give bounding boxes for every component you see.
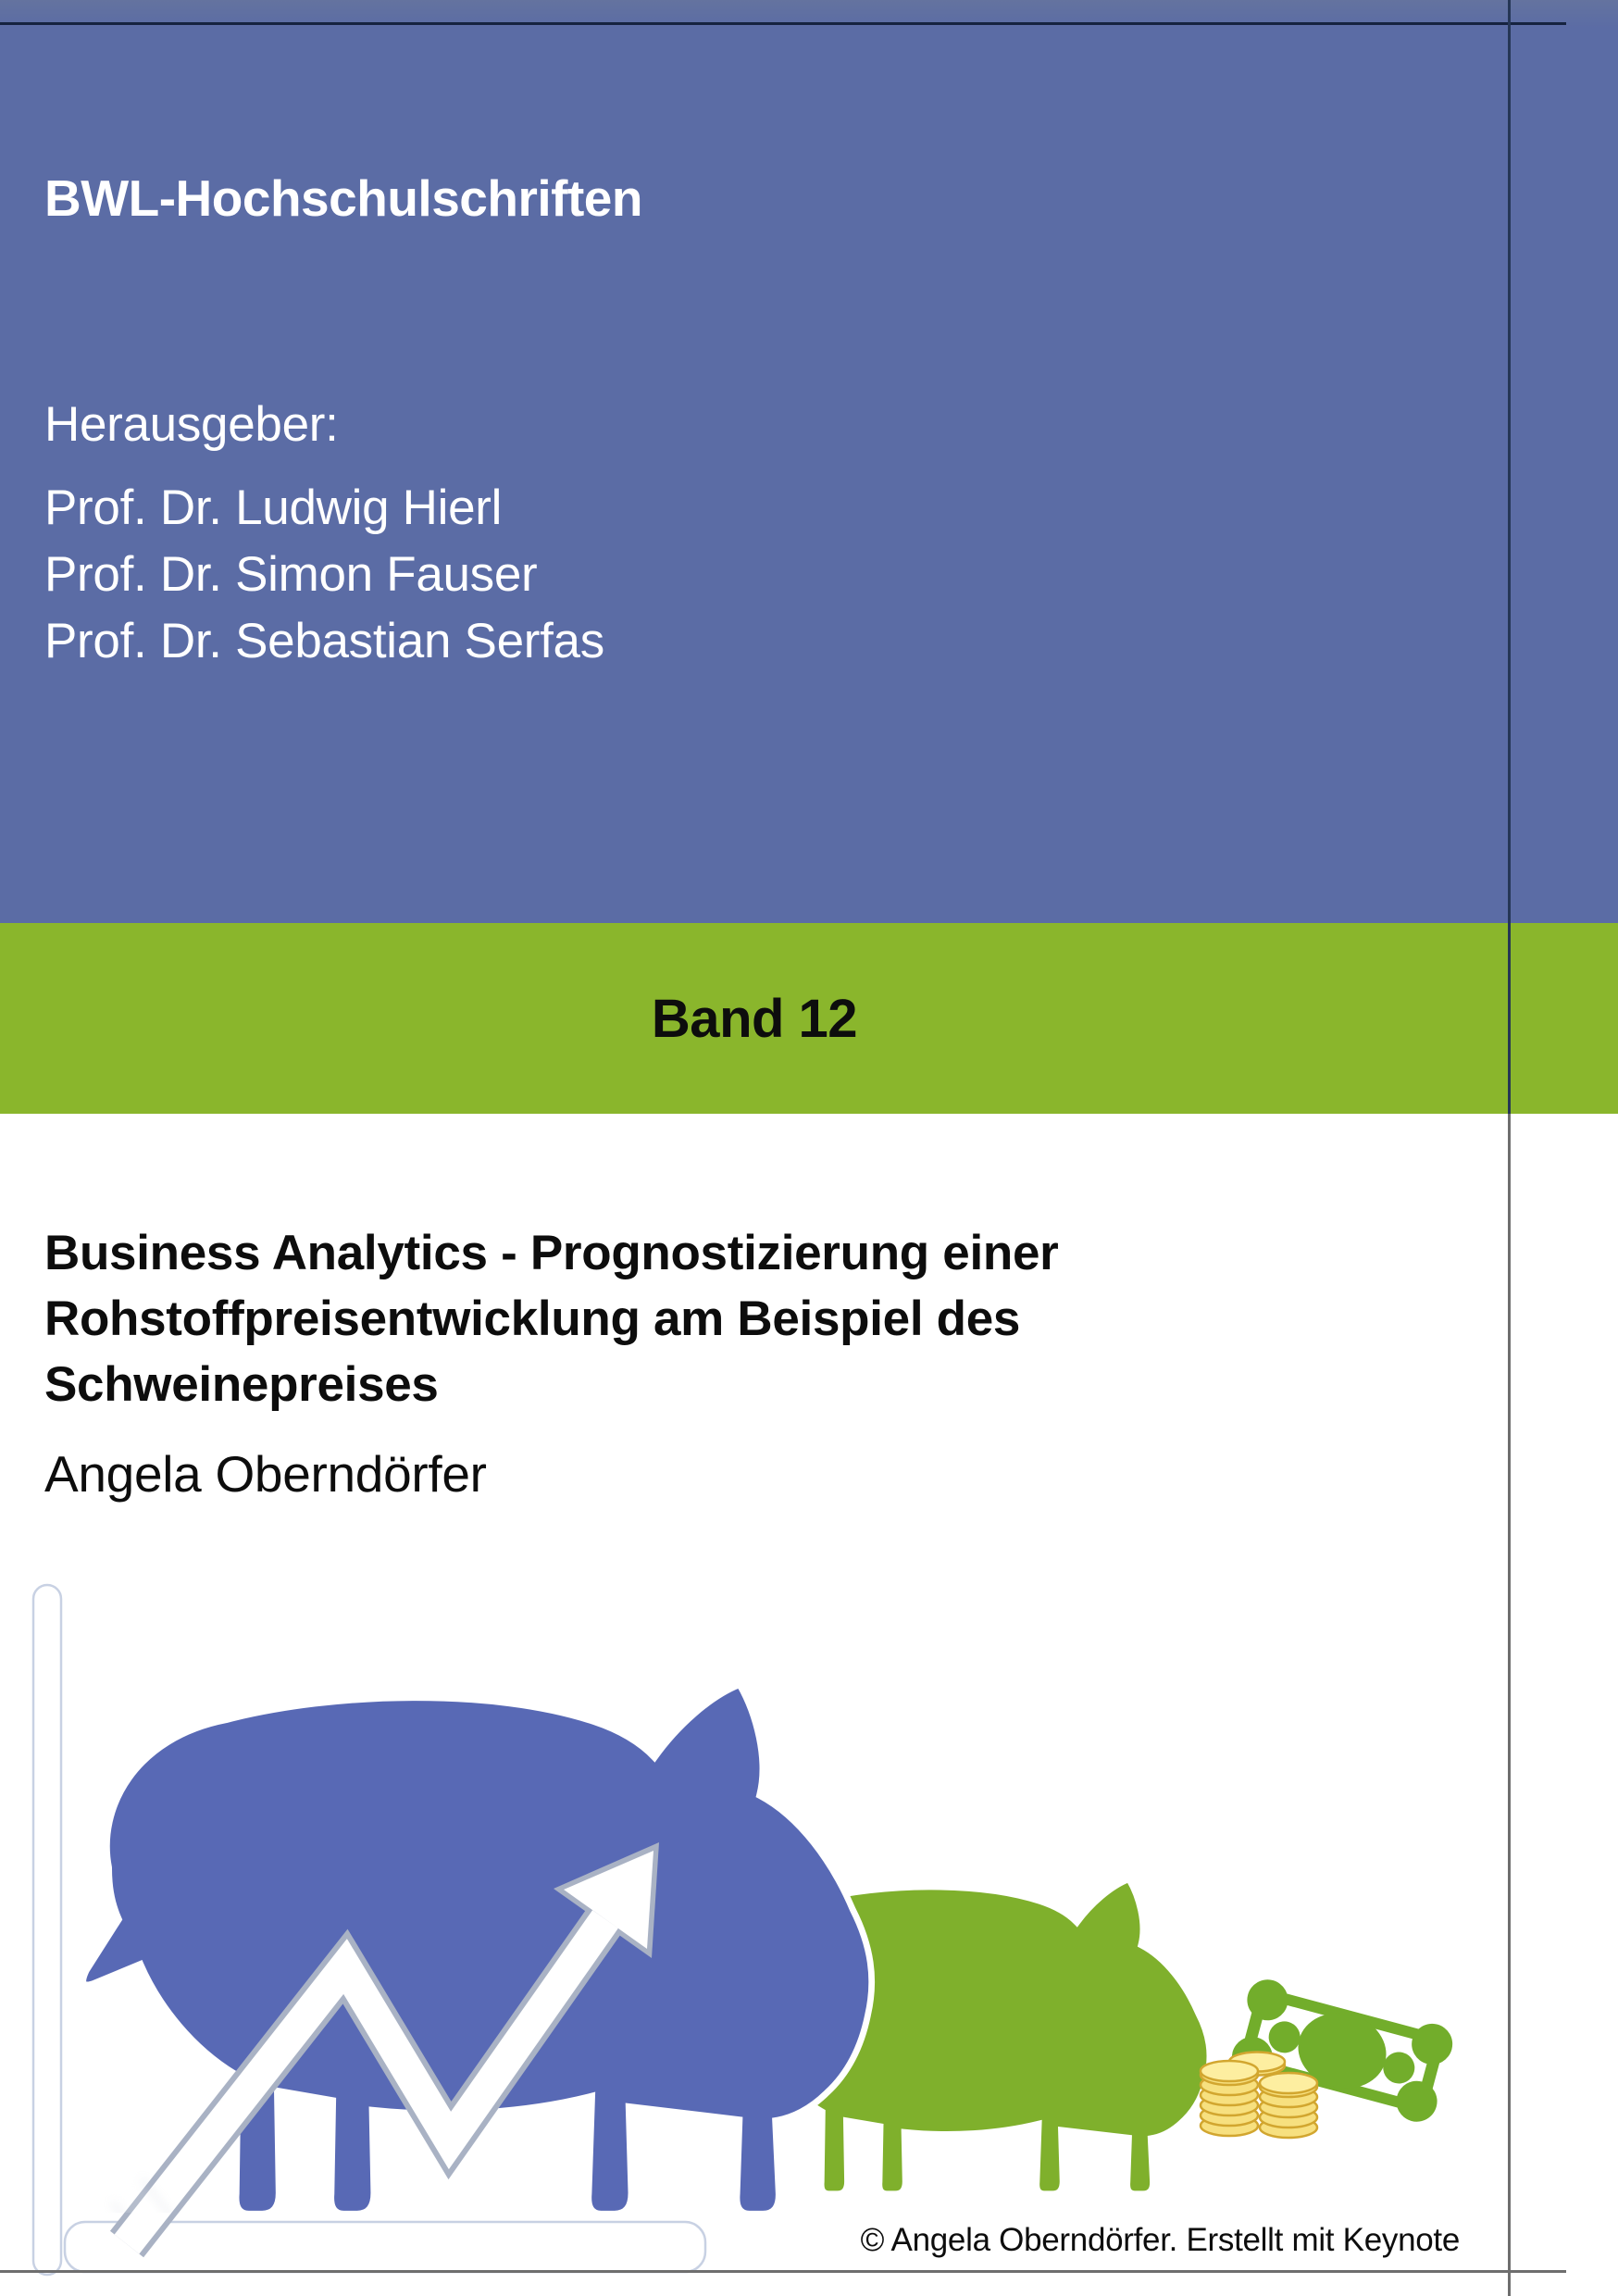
y-axis-bar — [33, 1585, 61, 2275]
editor-name: Prof. Dr. Simon Fauser — [44, 547, 538, 602]
trim-mark-right-upper — [1508, 0, 1511, 1114]
volume-label: Band 12 — [651, 988, 858, 1049]
trim-mark-right-lower — [1508, 1114, 1511, 2296]
editor-name: Prof. Dr. Ludwig Hierl — [44, 480, 503, 535]
copyright-credit: © Angela Oberndörfer. Erstellt mit Keynote — [860, 2222, 1460, 2258]
author-name: Angela Oberndörfer — [44, 1445, 487, 1503]
book-title-line: Schweinepreises — [44, 1357, 439, 1412]
series-title: BWL-Hochschulschriften — [44, 169, 642, 227]
book-title-line: Rohstoffpreisentwicklung am Beispiel des — [44, 1292, 1021, 1346]
trim-mark-bottom — [0, 2270, 1566, 2273]
trim-mark-top — [0, 22, 1566, 25]
masthead-background — [0, 0, 1618, 923]
editors-list — [44, 475, 604, 675]
book-title — [44, 1220, 1058, 1417]
volume-band — [0, 923, 1618, 1114]
editor-name: Prof. Dr. Sebastian Serfas — [44, 614, 604, 668]
editors-label: Herausgeber: — [44, 397, 339, 452]
cover-illustration — [0, 1574, 1509, 2277]
book-title-line: Business Analytics - Prognostizierung einer — [44, 1226, 1059, 1280]
